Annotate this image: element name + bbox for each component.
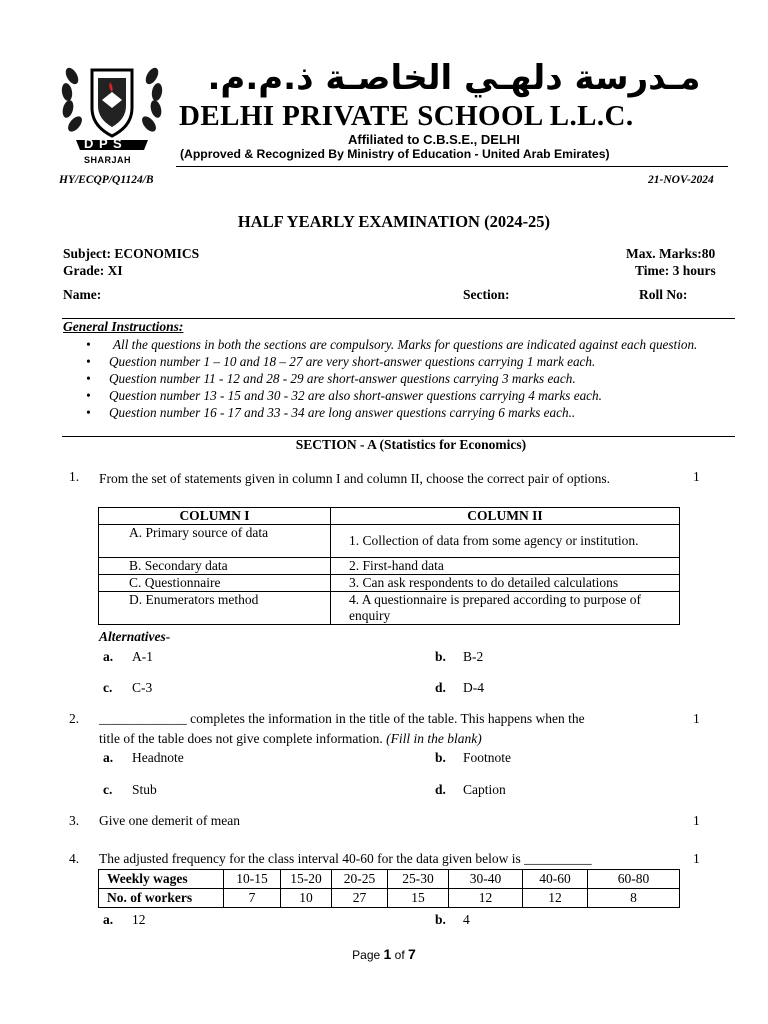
col2-header: COLUMN II <box>331 508 680 525</box>
bullet-icon: • <box>86 337 91 352</box>
instruction-item <box>86 336 726 353</box>
subject-label: Subject: ECONOMICS <box>63 246 200 261</box>
q4-frequency-table <box>98 869 680 908</box>
row-label: Weekly wages <box>99 870 224 889</box>
table-cell: 8 <box>588 889 680 908</box>
option-letter: b. <box>435 649 446 664</box>
option-letter: c. <box>103 680 113 695</box>
school-name-arabic: مـدرسة دلهـي الخاصـة ذ.م.م. <box>207 58 701 98</box>
of-word: of <box>394 948 405 962</box>
q2-marks: 1 <box>693 711 700 726</box>
paper-code: HY/ECQP/Q1124/B <box>59 174 154 186</box>
page-word: Page <box>352 948 381 962</box>
option-text[interactable]: B-2 <box>463 649 484 664</box>
instructions-heading: General Instructions: <box>63 319 184 334</box>
col2-cell: 3. Can ask respondents to do detailed calculations <box>331 575 680 592</box>
bullet-icon: • <box>86 354 91 369</box>
option-letter: a. <box>103 912 114 927</box>
exam-date: 21-NOV-2024 <box>648 174 714 186</box>
option-text[interactable]: 12 <box>132 912 146 927</box>
bullet-icon: • <box>86 405 91 420</box>
option-letter: c. <box>103 782 113 797</box>
school-name: DELHI PRIVATE SCHOOL L.L.C. <box>179 100 634 132</box>
option-letter: d. <box>435 680 446 695</box>
table-cell: 20-25 <box>332 870 388 889</box>
option-text[interactable]: Headnote <box>132 750 184 765</box>
q3-marks: 1 <box>693 813 700 828</box>
q1-alternatives-label: Alternatives- <box>99 629 171 644</box>
option-text[interactable]: 4 <box>463 912 470 927</box>
section-field-label: Section: <box>463 287 510 302</box>
table-cell: 10-15 <box>224 870 281 889</box>
q4-text: The adjusted frequency for the class interval 40-60 for the data given below is __________ <box>99 851 592 866</box>
section-title: SECTION - A (Statistics for Economics) <box>295 437 527 452</box>
grade-label: Grade: XI <box>63 263 123 278</box>
instruction-text: All the questions in both the sections are compulsory. Marks for questions are indicated against each question. <box>113 337 698 352</box>
logo-city: SHARJAH <box>84 155 132 165</box>
page-footer <box>0 946 768 962</box>
option-letter: d. <box>435 782 446 797</box>
bullet-icon: • <box>86 388 91 403</box>
table-cell: 15 <box>388 889 449 908</box>
table-cell: 60-80 <box>588 870 680 889</box>
affiliation-text: Affiliated to C.B.S.E., DELHI <box>348 132 520 147</box>
col2-cell: 2. First-hand data <box>331 558 680 575</box>
col2-cell: 1. Collection of data from some agency or institution. <box>331 525 680 558</box>
roll-field-label: Roll No: <box>639 287 688 302</box>
instruction-text: Question number 1 – 10 and 18 – 27 are very short-answer questions carrying 1 mark each. <box>109 354 596 369</box>
option-text[interactable]: Stub <box>132 782 157 797</box>
table-cell: 10 <box>281 889 332 908</box>
col1-cell: A. Primary source of data <box>99 525 331 558</box>
school-logo <box>58 56 166 172</box>
q1-number: 1. <box>69 469 80 484</box>
page-total: 7 <box>408 946 416 962</box>
option-text[interactable]: C-3 <box>132 680 153 695</box>
instruction-text: Question number 16 - 17 and 33 - 34 are long answer questions carrying 6 marks each.. <box>109 405 576 420</box>
q1-text: From the set of statements given in column I and column II, choose the correct pair of options. <box>99 471 610 486</box>
col1-cell: C. Questionnaire <box>99 575 331 592</box>
time-allowed: Time: 3 hours <box>635 263 716 278</box>
instruction-item <box>86 353 726 370</box>
q3-text: Give one demerit of mean <box>99 813 240 828</box>
name-field-label: Name: <box>63 287 102 302</box>
option-text[interactable]: D-4 <box>463 680 484 695</box>
logo-initials: D P S <box>84 136 123 151</box>
instructions-list <box>86 336 726 421</box>
instruction-text: Question number 13 - 15 and 30 - 32 are also short-answer questions carrying 4 marks each. <box>109 388 602 403</box>
option-text[interactable]: Caption <box>463 782 506 797</box>
col1-cell: D. Enumerators method <box>99 592 331 625</box>
q2-text-line2 <box>99 731 482 747</box>
table-cell: 15-20 <box>281 870 332 889</box>
col2-cell: 4. A questionnaire is prepared according to purpose of enquiry <box>331 592 680 625</box>
col1-cell: B. Secondary data <box>99 558 331 575</box>
instruction-item <box>86 370 726 387</box>
option-text[interactable]: Footnote <box>463 750 512 765</box>
table-cell: 27 <box>332 889 388 908</box>
exam-title: HALF YEARLY EXAMINATION (2024-25) <box>237 212 551 231</box>
q4-marks: 1 <box>693 851 700 866</box>
table-cell: 40-60 <box>523 870 588 889</box>
option-letter: b. <box>435 750 446 765</box>
q2-number: 2. <box>69 711 80 726</box>
approval-text: (Approved & Recognized By Ministry of Education - United Arab Emirates) <box>180 147 610 161</box>
option-text[interactable]: A-1 <box>132 649 153 664</box>
page-number: 1 <box>383 946 392 962</box>
q3-number: 3. <box>69 813 80 828</box>
instruction-text: Question number 11 - 12 and 28 - 29 are short-answer questions carrying 3 marks each. <box>109 371 576 386</box>
q2-text-line1: _____________ completes the information in the title of the table. This happens when the <box>99 711 585 726</box>
q2-hint: (Fill in the blank) <box>386 731 482 746</box>
table-cell: 7 <box>224 889 281 908</box>
table-cell: 30-40 <box>449 870 523 889</box>
option-letter: b. <box>435 912 446 927</box>
option-letter: a. <box>103 750 114 765</box>
table-cell: 25-30 <box>388 870 449 889</box>
max-marks: Max. Marks:80 <box>626 246 716 261</box>
instruction-item <box>86 404 726 421</box>
bullet-icon: • <box>86 371 91 386</box>
option-letter: a. <box>103 649 114 664</box>
instruction-item <box>86 387 726 404</box>
q4-number: 4. <box>69 851 80 866</box>
table-cell: 12 <box>523 889 588 908</box>
table-cell: 12 <box>449 889 523 908</box>
q2-text: title of the table does not give complete information. <box>99 731 383 746</box>
q1-match-table <box>98 507 680 625</box>
col1-header: COLUMN I <box>99 508 331 525</box>
header-divider <box>176 166 728 167</box>
row-label: No. of workers <box>99 889 224 908</box>
q1-marks: 1 <box>693 469 700 484</box>
